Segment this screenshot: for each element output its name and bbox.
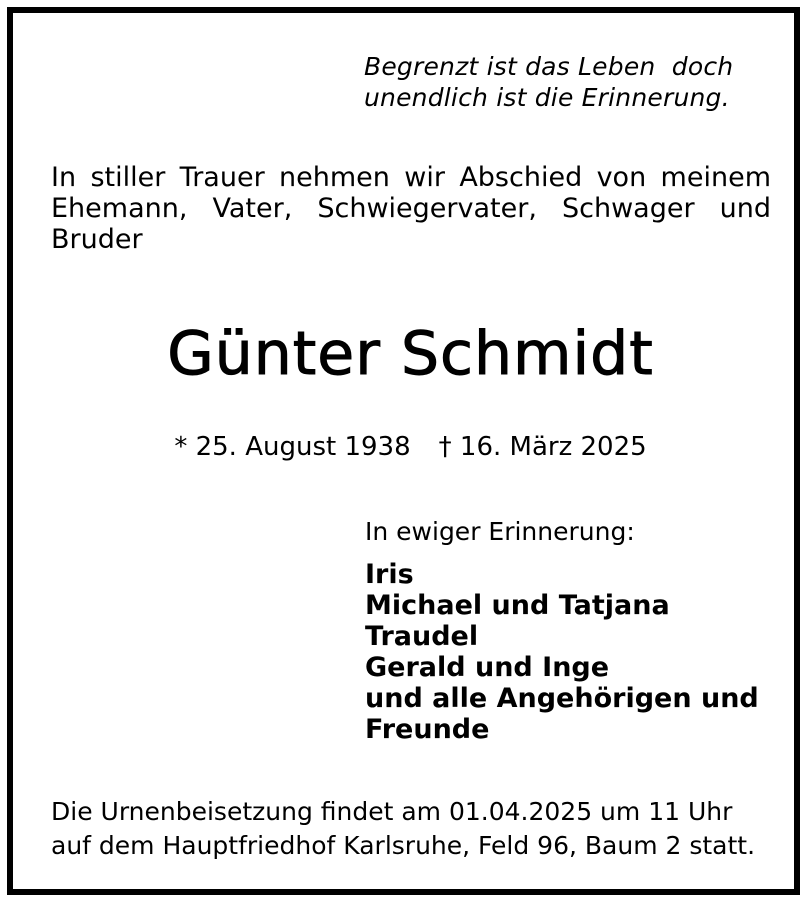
mourners-label: In ewiger Erinnerung: <box>365 517 635 546</box>
burial-info <box>51 795 755 863</box>
birth-date: * 25. August 1938 <box>174 432 411 462</box>
mourner-name: Gerald und Inge <box>365 652 610 683</box>
mourner-name: Freunde <box>365 714 490 745</box>
burial-line-1: Die Urnenbeisetzung findet am 01.04.2025 um 11 Uhr <box>51 797 733 826</box>
motto-line-2: unendlich ist die Erinnerung. <box>364 83 730 112</box>
burial-line-2: auf dem Hauptfriedhof Karlsruhe, Feld 96, Baum 2 statt. <box>51 831 756 860</box>
mourner-name: Iris <box>365 559 414 590</box>
intro-text <box>51 162 771 255</box>
mourner-name: Michael und Tatjana <box>365 590 670 621</box>
intro-line-2: Ehemann, Vater, Schwiegervater, Schwager und <box>51 193 771 224</box>
mourner-name: Traudel <box>365 621 479 652</box>
deceased-name: Günter Schmidt <box>167 319 654 389</box>
mourner-name: und alle Angehörigen und <box>365 683 759 714</box>
motto-quote <box>364 51 733 113</box>
motto-line-1: Begrenzt ist das Leben doch <box>364 52 734 81</box>
mourners-list <box>365 559 759 745</box>
life-dates <box>13 431 808 463</box>
intro-line-3: Bruder <box>51 224 143 255</box>
death-date: † 16. März 2025 <box>438 432 647 462</box>
intro-line-1: In stiller Trauer nehmen wir Abschied von meinem <box>51 162 771 193</box>
obituary-notice <box>7 7 800 895</box>
